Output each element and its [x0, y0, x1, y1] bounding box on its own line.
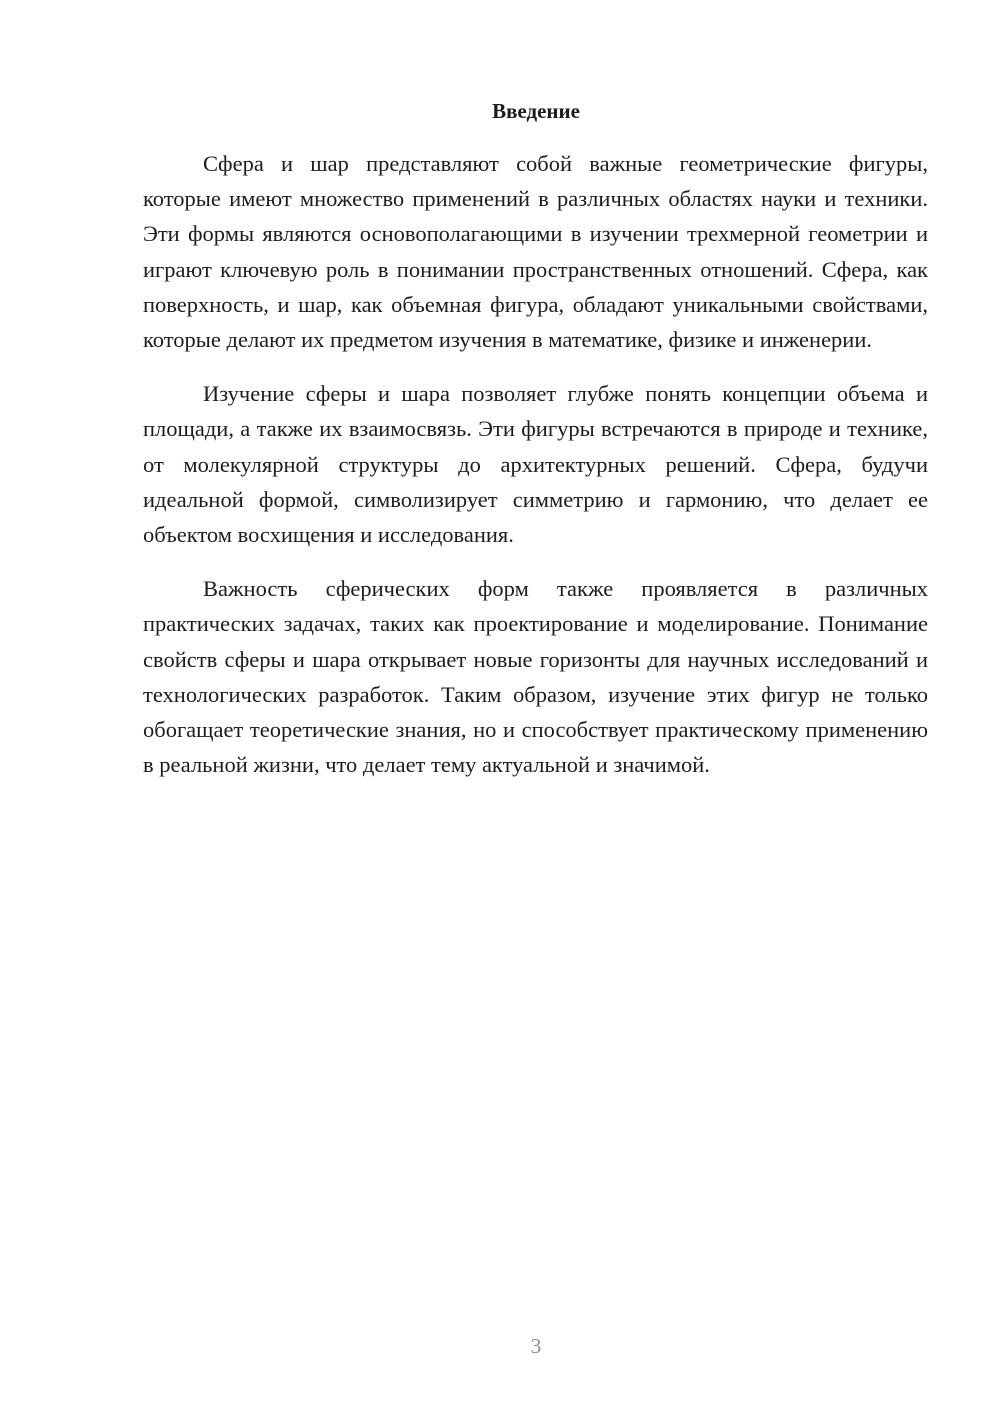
- paragraph-3: Важность сферических форм также проявляется в различных практических задачах, таких как проектирование и моделирование. Понимание свойств сферы и шара открывает новые горизонты для научных исследований и технологических разработок. Таким образом, изучение этих фигур не только обогащает теоретические знания, но и способствует практическому применению в реальной жизни, что делает тему актуальной и значимой.: [143, 576, 928, 778]
- body-text: [143, 146, 928, 801]
- paragraph-2: Изучение сферы и шара позволяет глубже понять концепции объема и площади, а также их взаимосвязь. Эти фигуры встречаются в природе и технике, от молекулярной структуры до архитектурных решений. Сфера, будучи идеальной формой, символизирует симметрию и гармонию, что делает ее объектом восхищения и исследования.: [143, 381, 928, 548]
- paragraph-1: Сфера и шар представляют собой важные геометрические фигуры, которые имеют множество применений в различных областях науки и техники. Эти формы являются основополагающими в изучении трехмерной геометрии и играют ключевую роль в понимании пространственных отношений. Сфера, как поверхность, и шар, как объемная фигура, обладают уникальными свойствами, которые делают их предметом изучения в математике, физике и инженерии.: [143, 151, 928, 353]
- page-number: 3: [530, 1334, 542, 1358]
- section-heading: Введение: [492, 99, 580, 123]
